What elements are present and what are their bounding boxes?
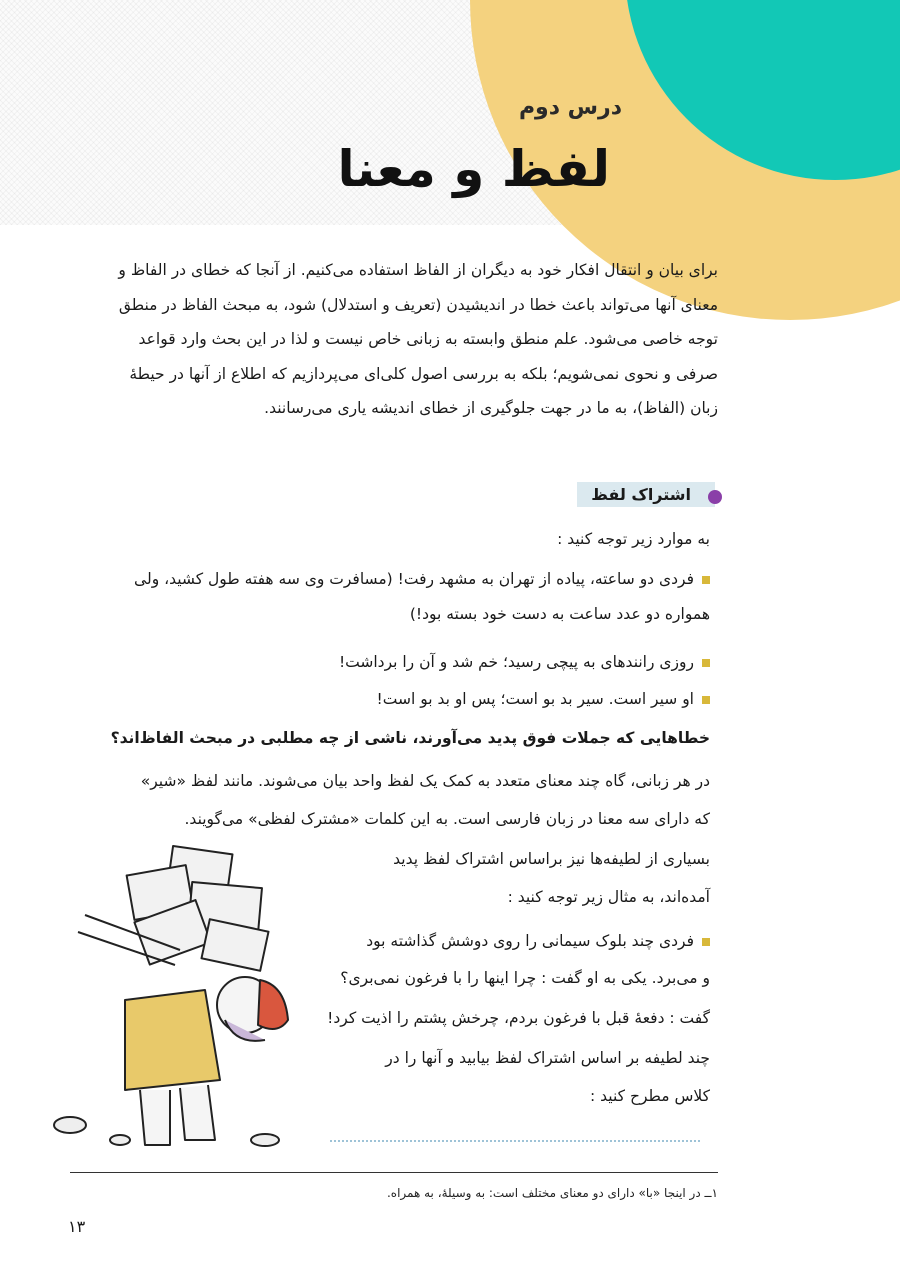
prompt-text: به موارد زیر توجه کنید : (557, 530, 710, 548)
intro-line: توجه خاصی می‌شود. علم منطق وابسته به زبانی خاص نیست و لذا در این بحث وارد قواعد (138, 330, 718, 348)
jokes-line-1: بسیاری از لطیفه‌ها نیز براساس اشتراک لفظ پدید (393, 850, 710, 868)
example-3 (377, 688, 710, 710)
example-1-line-2: همواره دو عدد ساعت به دست خود بسته بود!) (409, 605, 710, 623)
joke-line-1 (366, 930, 710, 952)
footnote: ۱ــ در اینجا «با» دارای دو معنای مختلف است: به وسیلهٔ، به همراه. (386, 1186, 718, 1200)
example-text: او سیر است. سیر بد بو است؛ پس او بد بو است! (376, 690, 694, 708)
example-2 (339, 651, 710, 673)
task-line-2: کلاس مطرح کنید : (590, 1087, 710, 1105)
paragraph-line-1: در هر زبانی، گاه چند معنای متعدد به کمک یک لفظ واحد بیان می‌شوند. مانند لفظ «شیر» (140, 772, 710, 790)
task-line-1: چند لطیفه بر اساس اشتراک لفظ بیابید و آنها را در (385, 1049, 710, 1067)
bullet-icon (702, 696, 710, 704)
joke-line-2: و می‌برد. یکی به او گفت : چرا اینها را با فرغون نمی‌بری؟ (340, 969, 710, 987)
page-number: ۱۳ (68, 1217, 86, 1236)
bullet-icon (702, 938, 710, 946)
example-text: روزی رانندهای به پیچی رسید؛ خم شد و آن را برداشت! (338, 653, 694, 671)
joke-line-3: گفت : دفعهٔ قبل با فرغون بردم، چرخش پشتم را اذیت کرد! (327, 1009, 710, 1027)
example-text: فردی دو ساعته، پیاده از تهران به مشهد رفت! (مسافرت وی سه هفته طول کشید، ولی (134, 570, 694, 588)
answer-dotted-line (330, 1140, 700, 1142)
intro-line: برای بیان و انتقال افکار خود به دیگران از الفاظ استفاده می‌کنیم. از آنجا که خطای در الفاظ و (118, 261, 718, 279)
lesson-title: لفظ و معنا (337, 140, 610, 198)
paragraph-line-2: که دارای سه معنا در زبان فارسی است. به این کلمات «مشترک لفظی» می‌گویند. (184, 810, 710, 828)
intro-line: معنای آنها می‌تواند باعث خطا در اندیشیدن (تعریف و استدلال) شود، به مبحث الفاظ در منطق (118, 295, 718, 314)
section-heading: اشتراک لفظ (577, 482, 715, 507)
intro-line: زبان (الفاظ)، به ما در جهت جلوگیری از خطای اندیشه یاری می‌رسانند. (264, 399, 718, 417)
intro-paragraph (68, 253, 718, 426)
bullet-icon (702, 576, 710, 584)
bullet-icon (702, 659, 710, 667)
jokes-line-2: آمده‌اند، به مثال زیر توجه کنید : (507, 888, 710, 906)
intro-line: صرفی و نحوی نمی‌شویم؛ بلکه به بررسی اصول کلی‌ای می‌پردازیم که اطلاع از آنها در حیطهٔ (129, 364, 718, 383)
lesson-label: درس دوم (518, 95, 622, 120)
example-1-line-1 (134, 568, 710, 590)
question-text: خطاهایی که جملات فوق پدید می‌آورند، ناشی از چه مطلبی در مبحث الفاظ‌اند؟ (110, 729, 710, 747)
joke-text: فردی چند بلوک سیمانی را روی دوشش گذاشته بود (366, 932, 694, 950)
man-carrying-blocks-illustration (30, 840, 330, 1170)
footnote-rule (70, 1172, 718, 1173)
